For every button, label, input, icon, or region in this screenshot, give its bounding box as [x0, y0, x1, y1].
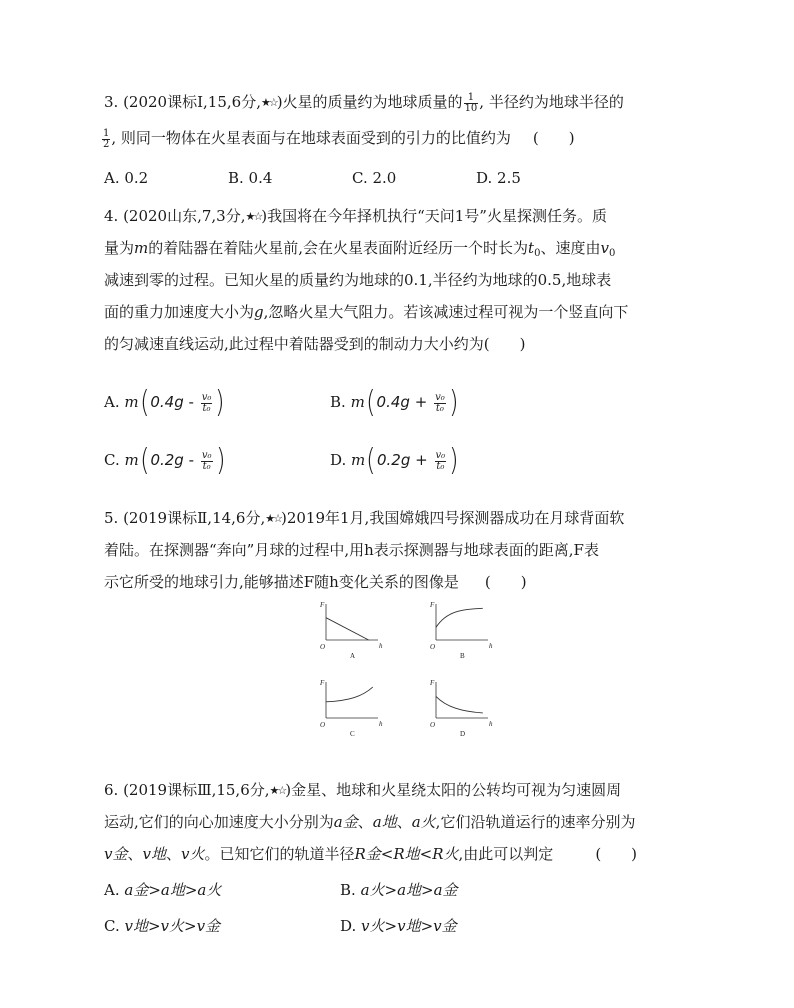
option-op: -	[188, 451, 195, 469]
q5-line-1	[104, 508, 624, 529]
var-a-di: a地	[372, 813, 397, 831]
q3-text-2: , 半径约为地球半径的	[479, 93, 624, 111]
q6-option-b	[340, 880, 458, 900]
graph-option-label: D	[460, 730, 466, 738]
q3-option-d: D. 2.5	[476, 169, 521, 187]
option-expr: v地>v火>v金	[124, 917, 221, 935]
var-v-huo: v火	[181, 845, 205, 863]
var-t0-sub: 0	[534, 248, 541, 259]
graph-y-axis-label: F	[430, 601, 435, 609]
q4-line-1	[104, 206, 607, 227]
option-coef: 0.4g	[376, 393, 410, 411]
option-expr: v火>v地>v金	[361, 917, 457, 935]
var-v0-sub: 0	[608, 248, 616, 259]
q4-option-c: C. m(0.2g - $\frac{\text{v₀}}{\text{t₀}}$ )	[104, 443, 226, 478]
q6-source: 6. (2019课标Ⅲ,15,6分,	[104, 781, 270, 799]
fraction-v0-t0: $\frac{\text{v₀}}{\text{t₀}}$	[201, 391, 212, 414]
graph-origin-label: O	[320, 721, 326, 729]
q3-text-3: , 则同一物体在火星表面与在地球表面受到的引力的比值约为	[111, 129, 511, 147]
graph-option-label: A	[350, 652, 356, 660]
graph-x-axis-label: h	[379, 720, 383, 728]
q4-text-4a: 面的重力加速度大小为	[104, 303, 255, 321]
option-op: -	[188, 393, 194, 411]
q3-text: )火星的质量约为地球质量的	[276, 93, 463, 111]
graph-origin-label: O	[430, 643, 436, 651]
option-label: A.	[104, 393, 120, 411]
option-label: B.	[340, 881, 356, 899]
graph-curve	[326, 687, 373, 702]
answer-blank: ( )	[595, 845, 638, 863]
q6-text-3b: ,由此可以判定	[458, 845, 554, 863]
fraction-one-half: $\frac{1}{2}$	[103, 127, 110, 150]
graph-curve	[326, 618, 369, 640]
fraction-one-tenth: $\frac{1}{10}$	[464, 91, 478, 114]
graph-option-label: C	[350, 730, 355, 738]
q6-option-c	[104, 916, 220, 936]
q6-option-d	[340, 916, 457, 936]
graph-y-axis-label: F	[430, 679, 435, 687]
q4-text-2c: 、速度由	[540, 239, 601, 257]
q4-line-4	[104, 302, 628, 322]
var-v-di: v地	[142, 845, 166, 863]
graph-origin-label: O	[430, 721, 436, 729]
option-coef: 0.2g	[150, 451, 184, 469]
q3-line-2	[104, 128, 575, 150]
answer-blank: ( )	[532, 129, 575, 147]
q4-source: 4. (2020山东,7,3分,	[104, 207, 246, 225]
q4-line-2	[104, 238, 615, 264]
q5-line-3	[104, 572, 527, 592]
difficulty-stars-icon: ★☆	[265, 512, 281, 525]
var-t0: t	[528, 239, 535, 257]
q4-option-b: B. m(0.4g + $\frac{\text{v₀}}{\text{t₀}}$ )	[330, 385, 459, 420]
q6-text-1: )金星、地球和火星绕太阳的公转均可视为匀速圆周	[285, 781, 622, 799]
q6-line-3: v金、v地、v火。已知它们的轨道半径R金<R地<R火,由此可以判定 ( )	[104, 845, 638, 863]
graph-x-axis-label: h	[489, 642, 493, 650]
q3-option-c: C. 2.0	[352, 169, 397, 187]
q4-text-2a: 量为	[104, 239, 135, 257]
var-v0: v	[600, 239, 609, 257]
var-g: g	[254, 303, 264, 321]
q4-text-4b: ,忽略火星大气阻力。若该减速过程可视为一个竖直向下	[263, 303, 629, 321]
var-a-jin: a金	[333, 813, 358, 831]
var-m: m	[134, 239, 149, 257]
q3-option-b: B. 0.4	[228, 169, 273, 187]
q4-text-2b: 的着陆器在着陆火星前,会在火星表面附近经历一个时长为	[148, 239, 529, 257]
q3-source: 3. (2020课标Ⅰ,15,6分,	[104, 93, 261, 111]
difficulty-stars-icon: ★☆	[260, 96, 277, 109]
q6-text-2a: 运动,它们的向心加速度大小分别为	[104, 813, 334, 831]
graph-curve	[436, 696, 483, 713]
option-label: C.	[104, 451, 120, 469]
answer-blank: ( )	[484, 573, 527, 591]
q4-text-1: )我国将在今年择机执行“天问1号”火星探测任务。质	[261, 207, 607, 225]
q6-line-2: 运动,它们的向心加速度大小分别为a金、a地、a火,它们沿轨道运行的速率分别为	[104, 813, 636, 831]
graph-y-axis-label: F	[320, 601, 325, 609]
q6-option-a	[104, 880, 221, 900]
q3-line-1	[104, 92, 624, 114]
graph-option-label: B	[460, 652, 465, 660]
difficulty-stars-icon: ★☆	[269, 784, 286, 797]
radius-relation: R金<R地<R火	[354, 845, 459, 863]
q4-line-5: 的匀减速直线运动,此过程中着陆器受到的制动力大小约为( )	[104, 335, 526, 353]
option-op: +	[414, 393, 428, 411]
option-label: D.	[330, 451, 347, 469]
fraction-v0-t0: $\frac{\text{v₀}}{\text{t₀}}$	[435, 391, 445, 414]
q5-text-1: )2019年1月,我国嫦娥四号探测器成功在月球背面软	[280, 509, 625, 527]
fraction-v0-t0: $\frac{\text{v₀}}{\text{t₀}}$	[201, 449, 212, 472]
q5-text-3: 示它所受的地球引力,能够描述F随h变化关系的图像是	[104, 573, 459, 591]
q4-option-d: D. m(0.2g + $\frac{\text{v₀}}{\text{t₀}}$ )	[330, 443, 459, 478]
graph-x-axis-label: h	[489, 720, 493, 728]
graph-options-figure	[300, 594, 493, 744]
q5-source: 5. (2019课标Ⅱ,14,6分,	[104, 509, 266, 527]
option-label: C.	[104, 917, 120, 935]
option-coef: 0.4g	[150, 393, 184, 411]
option-label: A.	[104, 881, 120, 899]
var-a-huo: a火	[411, 813, 436, 831]
q4-line-3: 减速到零的过程。已知火星的质量约为地球的0.1,半径约为地球的0.5,地球表	[104, 271, 612, 289]
option-label: B.	[330, 393, 346, 411]
q3-option-a: A. 0.2	[104, 169, 149, 187]
graph-origin-label: O	[320, 643, 326, 651]
q4-option-a: A. m(0.4g - $\frac{\text{v₀}}{\text{t₀}}$ )	[104, 385, 225, 420]
option-expr: a火>a地>a金	[360, 881, 458, 899]
q6-text-2b: ,它们沿轨道运行的速率分别为	[435, 813, 636, 831]
graph-x-axis-label: h	[379, 642, 383, 650]
fraction-v0-t0: $\frac{\text{v₀}}{\text{t₀}}$	[435, 449, 446, 472]
q6-text-3a: 。已知它们的轨道半径	[204, 845, 355, 863]
option-coef: 0.2g	[377, 451, 411, 469]
graph-curve	[436, 608, 483, 627]
q5-line-2: 着陆。在探测器“奔向”月球的过程中,用h表示探测器与地球表面的距离,F表	[104, 541, 599, 559]
option-label: D.	[340, 917, 357, 935]
q6-line-1	[104, 780, 621, 801]
difficulty-stars-icon: ★☆	[245, 210, 262, 223]
option-expr: a金>a地>a火	[124, 881, 222, 899]
graph-y-axis-label: F	[320, 679, 325, 687]
var-v-jin: v金	[104, 845, 128, 863]
option-op: +	[415, 451, 428, 469]
